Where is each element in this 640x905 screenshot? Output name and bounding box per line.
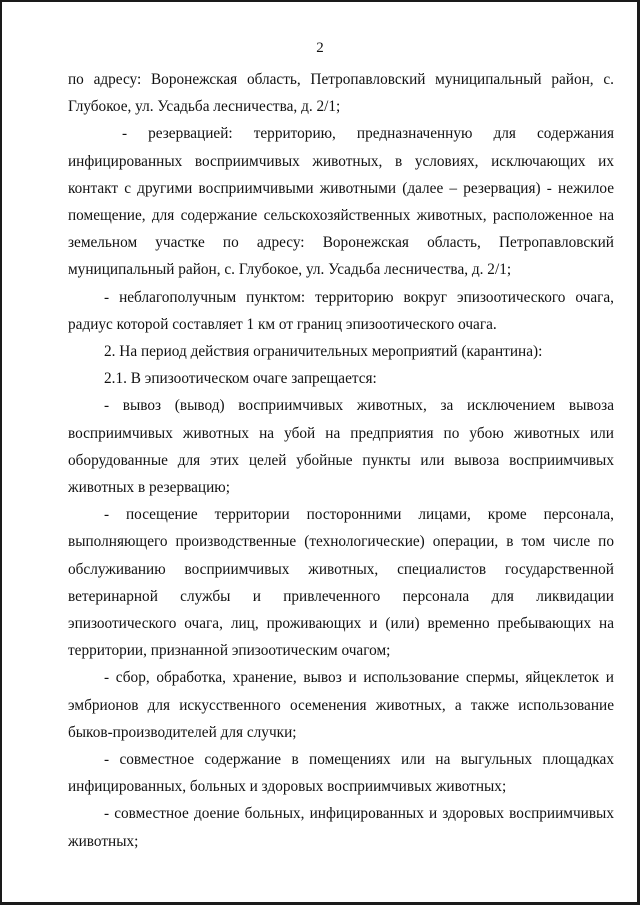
paragraph-address-continuation: по адресу: Воронежская область, Петропавловский муниципальный район, с. Глубокое, ул. Усадьба лесничества, д. 2/1; <box>68 71 614 116</box>
paragraph-visit-ban: - посещение территории посторонними лицами, кроме персонала, выполняющего производственные (технологические) операции, в том числе по обслуживанию восприимчивых животных, специалистов государственной ветеринарной службы и привлеченного персонала для ликвидации эпизоотического очага, лиц, проживающих и (или) временно пребывающих на территории, признанной эпизоотическим очагом; <box>68 506 614 660</box>
paragraph-joint-keeping-ban: - совместное содержание в помещениях или на выгульных площадках инфицированных, больных и здоровых восприимчивых животных; <box>68 751 614 796</box>
paragraph-joint-milking-ban: - совместное доение больных, инфицированных и здоровых восприимчивых животных; <box>68 805 614 850</box>
document-body <box>68 66 614 855</box>
paragraph-unfavorable-point: - неблагополучным пунктом: территорию вокруг эпизоотического очага, радиус которой составляет 1 км от границ эпизоотического очага. <box>68 288 614 333</box>
paragraph-section-2-1: 2.1. В эпизоотическом очаге запрещается: <box>104 370 377 388</box>
paragraph-reservation-definition: - резервацией: территорию, предназначенную для содержания инфицированных восприимчивых животных, в условиях, исключающих их контакт с другими восприимчивыми животными (далее – резервация) - нежилое помещение, для содержание сельскохозяйственных животных, расположенное на земельном участке по адресу: Воронежская область, Петропавловский муниципальный район, с. Глубокое, ул. Усадьба лесничества, д. 2/1; <box>68 125 614 279</box>
paragraph-export-ban: - вывоз (вывод) восприимчивых животных, за исключением вывоза восприимчивых животных на убой на предприятия по убою животных или оборудованные для этих целей убойные пункты или вывоза восприимчивых животных в резервацию; <box>68 397 614 497</box>
paragraph-semen-ban: - сбор, обработка, хранение, вывоз и использование спермы, яйцеклеток и эмбрионов для искусственного осеменения животных, а также использование быков-производителей для случки; <box>68 669 614 741</box>
paragraph-section-2: 2. На период действия ограничительных мероприятий (карантина): <box>104 343 543 361</box>
page-number: 2 <box>316 40 324 56</box>
